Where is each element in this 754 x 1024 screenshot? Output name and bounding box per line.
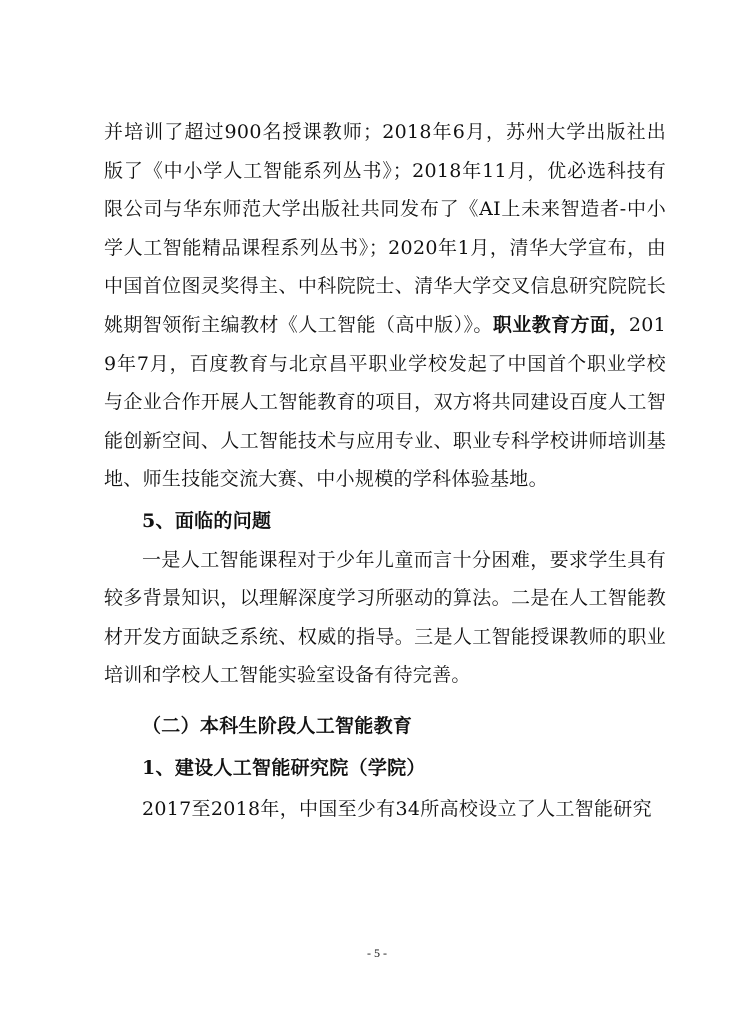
page-number: - 5 - (367, 946, 387, 960)
heading-problems: 5、面临的问题 (142, 509, 272, 532)
paragraph-textbooks (104, 113, 666, 499)
page-content (104, 113, 666, 829)
paragraph-textbooks-text: 并培训了超过900名授课教师；2018年6月，苏州大学出版社出版了《中小学人工智能系列丛书》；2018年11月，优必选科技有限公司与华东师范大学出版社共同发布了《AI上未来智造者-中小学人工智能精品课程系列丛书》；2020年1月，清华大学宣布，由中国首位图灵奖得主、中科院院士、清华大学交叉信息研究院院长姚期智领衔主编教材《人工智能（高中版）》。 (104, 121, 666, 336)
section-heading-undergraduate: （二）本科生阶段人工智能教育 (142, 714, 413, 737)
paragraph-vocational-text: 2019年7月，百度教育与北京昌平职业学校发起了中国首个职业学校与企业合作开展人工智能教育的项目，双方将共同建设百度人工智能创新空间、人工智能技术与应用专业、职业专科学校讲师培训基地、师生技能交流大赛、中小规模的学科体验基地。 (104, 313, 666, 491)
vocational-education-label: 职业教育方面， (492, 313, 629, 336)
paragraph-research-institutes: 2017至2018年，中国至少有34所高校设立了人工智能研究 (142, 798, 652, 821)
paragraph-problems: 一是人工智能课程对于少年儿童而言十分困难，要求学生具有较多背景知识，以理解深度学习所驱动的算法。二是在人工智能教材开发方面缺乏系统、权威的指导。三是人工智能授课教师的职业培训和学校人工智能实验室设备有待完善。 (104, 548, 666, 687)
heading-research-institutes: 1、建设人工智能研究院（学院） (142, 756, 426, 779)
